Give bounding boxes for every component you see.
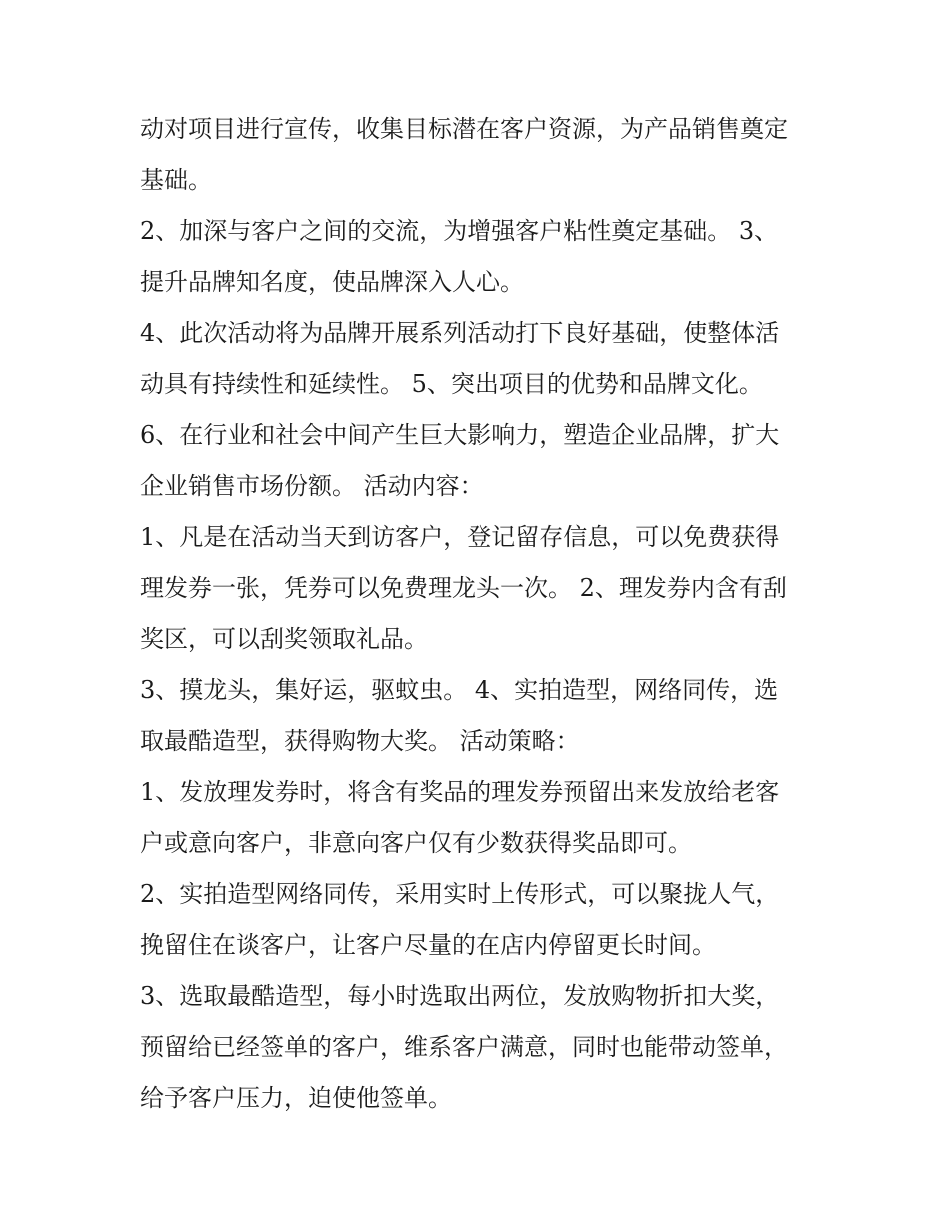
text-line: 2、实拍造型网络同传，采用实时上传形式，可以聚拢人气， bbox=[140, 880, 780, 908]
text-line: 理发券一张，凭券可以免费理龙头一次。 2、理发券内含有刮 bbox=[140, 574, 787, 602]
text-line: 预留给已经签单的客户，维系客户满意，同时也能带动签单， bbox=[140, 1033, 788, 1061]
text-line: 动具有持续性和延续性。 5、突出项目的优势和品牌文化。 bbox=[140, 370, 763, 398]
text-line: 3、摸龙头，集好运，驱蚊虫。 4、实拍造型，网络同传，选 bbox=[140, 676, 779, 704]
text-line: 户或意向客户，非意向客户仅有少数获得奖品即可。 bbox=[140, 829, 692, 857]
text-line: 1、发放理发券时，将含有奖品的理发券预留出来发放给老客 bbox=[140, 778, 780, 806]
text-line: 提升品牌知名度，使品牌深入人心。 bbox=[140, 268, 524, 296]
text-line: 动对项目进行宣传，收集目标潜在客户资源，为产品销售奠定 bbox=[140, 115, 788, 143]
text-line: 挽留住在谈客户，让客户尽量的在店内停留更长时间。 bbox=[140, 931, 716, 959]
text-line: 1、凡是在活动当天到访客户，登记留存信息，可以免费获得 bbox=[140, 523, 780, 551]
text-line: 3、选取最酷造型，每小时选取出两位，发放购物折扣大奖， bbox=[140, 982, 780, 1010]
document-body bbox=[140, 104, 830, 1124]
text-line: 6、在行业和社会中间产生巨大影响力，塑造企业品牌，扩大 bbox=[140, 421, 780, 449]
text-line: 基础。 bbox=[140, 166, 212, 194]
text-line: 给予客户压力，迫使他签单。 bbox=[140, 1084, 452, 1112]
text-line: 4、此次活动将为品牌开展系列活动打下良好基础，使整体活 bbox=[140, 319, 780, 347]
text-line: 取最酷造型，获得购物大奖。 活动策略： bbox=[140, 727, 580, 755]
text-line: 2、加深与客户之间的交流，为增强客户粘性奠定基础。 3、 bbox=[140, 217, 779, 245]
text-line: 奖区，可以刮奖领取礼品。 bbox=[140, 625, 428, 653]
text-line: 企业销售市场份额。 活动内容： bbox=[140, 472, 484, 500]
